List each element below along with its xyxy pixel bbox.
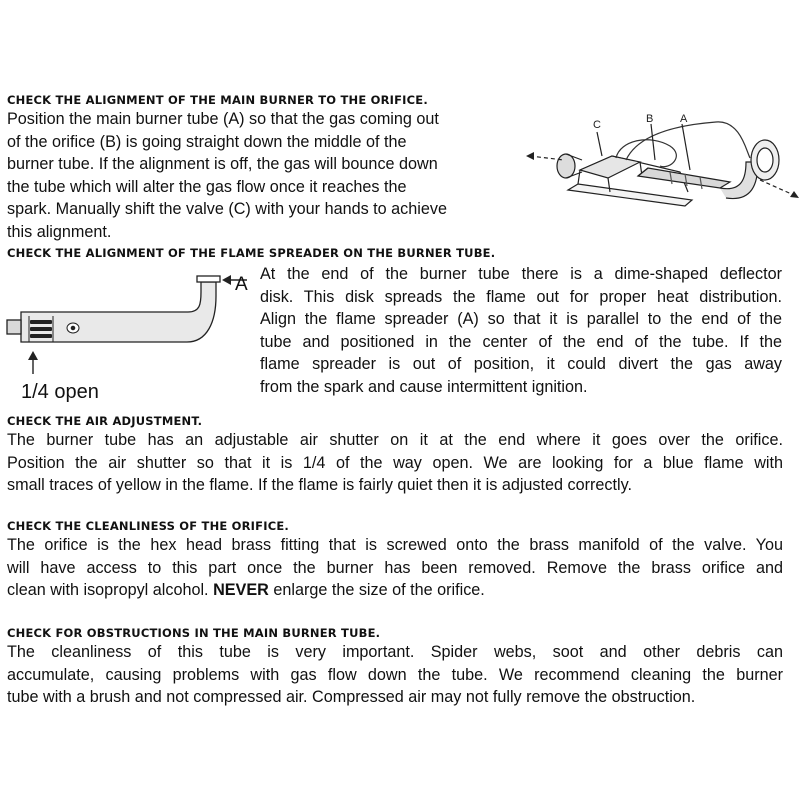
diagram-caption: 1/4 open <box>21 381 99 403</box>
text-line: Align the flame spreader (A) so that it is parallel to the end of the <box>260 310 782 329</box>
text-line: At the end of the burner tube there is a dime-shaped deflector <box>260 265 782 283</box>
section-heading-burner-alignment: CHECK THE ALIGNMENT OF THE MAIN BURNER TO THE ORIFICE. <box>7 93 428 107</box>
section-heading-air-adjustment: CHECK THE AIR ADJUSTMENT. <box>7 414 203 428</box>
diagram-label-a: A <box>680 113 688 125</box>
text-line: Position the air shutter so that it is 1/4 of the way open. We are looking for a blue flame with <box>7 453 783 472</box>
text-line: of the orifice (B) is going straight down the middle of the <box>7 132 407 151</box>
text-line: Position the main burner tube (A) so that the gas coming out <box>7 110 439 128</box>
section-body-flame-spreader <box>260 263 782 399</box>
text-line: spark. Manually shift the valve (C) with your hands to achieve <box>7 200 447 219</box>
diagram-label-a: A <box>235 274 248 295</box>
text-line: small traces of yellow in the flame. If the flame is fairly quiet then it is adjusted correctly. <box>7 476 632 495</box>
section-body-orifice-cleanliness <box>7 534 783 602</box>
diagram-label-b: B <box>646 113 654 125</box>
text-line: tube and positioned in the center of the end of the tube. If the <box>260 332 782 351</box>
section-heading-orifice-cleanliness: CHECK THE CLEANLINESS OF THE ORIFICE. <box>7 519 289 533</box>
text-line: accumulate, causing problems with gas flow down the tube. We recommend cleaning the burner <box>7 665 783 684</box>
diagram-label-c: C <box>593 119 601 131</box>
text-line: tube with a brush and not compressed air. Compressed air may not fully remove the obstruction. <box>7 688 696 707</box>
section-body-tube-obstructions <box>7 641 783 709</box>
text-line: disk. This disk spreads the flame out for proper heat distribution. <box>260 287 782 306</box>
text-line: The orifice is the hex head brass fitting that is screwed onto the brass manifold of the valve. You <box>7 536 783 554</box>
text-segment: enlarge the size of the orifice. <box>268 581 485 600</box>
burner-tube-diagram <box>3 268 258 403</box>
text-line: the tube which will alter the gas flow once it reaches the <box>7 177 407 196</box>
burner-valve-diagram <box>520 110 800 230</box>
text-line: flame spreader is out of position, it could divert the gas away <box>260 355 782 374</box>
text-segment: clean with isopropyl alcohol. <box>7 581 214 600</box>
section-heading-tube-obstructions: CHECK FOR OBSTRUCTIONS IN THE MAIN BURNER TUBE. <box>7 626 381 640</box>
text-line: burner tube. If the alignment is off, the gas will bounce down <box>7 155 438 174</box>
text-line: from the spark and cause intermittent ignition. <box>260 377 588 396</box>
section-body-burner-alignment <box>7 108 507 244</box>
emphasis-never: NEVER <box>213 581 269 600</box>
text-line: The cleanliness of this tube is very important. Spider webs, soot and other debris can <box>7 643 783 661</box>
text-line <box>7 579 783 602</box>
section-body-air-adjustment <box>7 429 783 497</box>
text-line: The burner tube has an adjustable air shutter on it at the end where it goes over the orifice. <box>7 431 783 449</box>
section-heading-flame-spreader: CHECK THE ALIGNMENT OF THE FLAME SPREADER ON THE BURNER TUBE. <box>7 246 496 260</box>
text-line: will have access to this part once the burner has been removed. Remove the brass orifice and <box>7 558 783 577</box>
text-line: this alignment. <box>7 222 112 241</box>
